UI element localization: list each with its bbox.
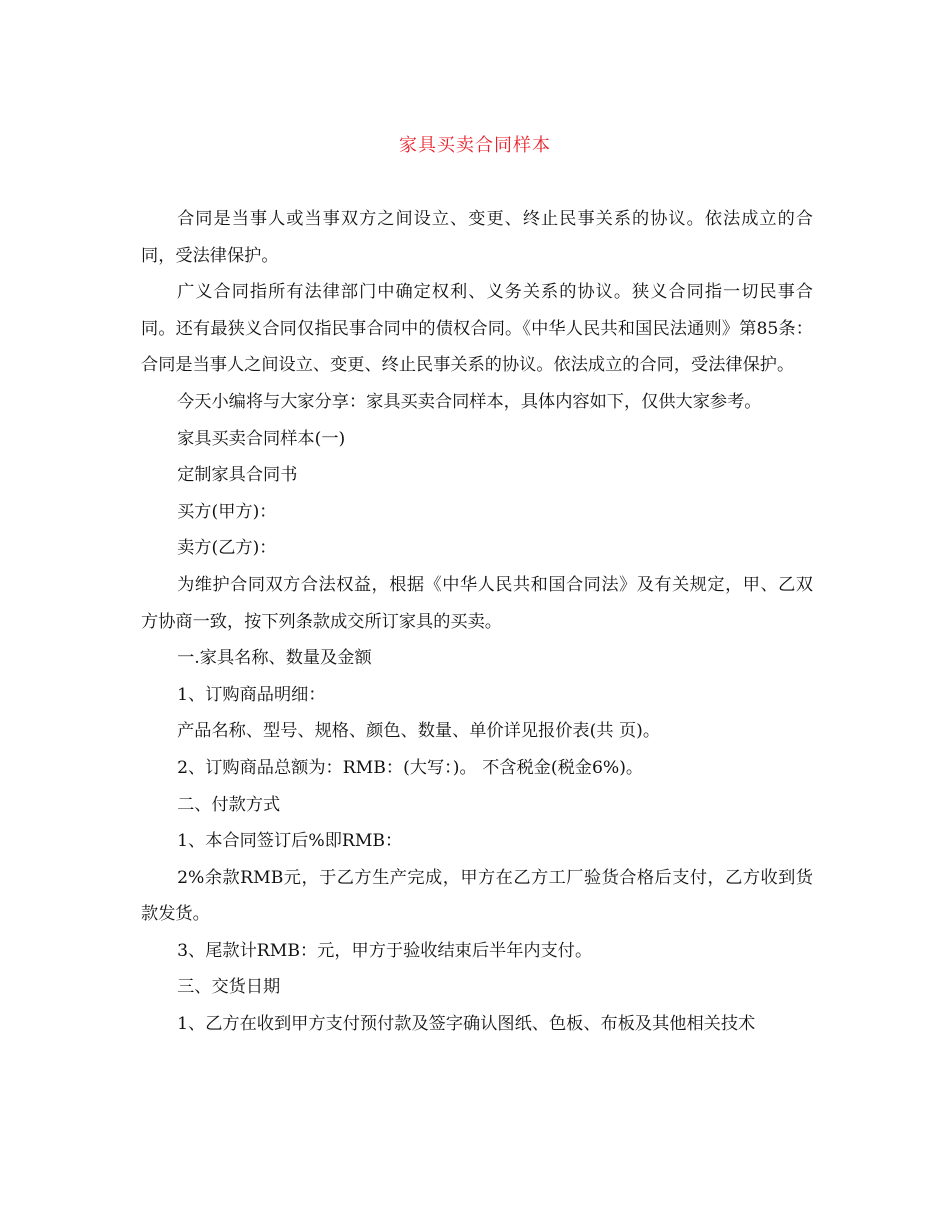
paragraph: 今天小编将与大家分享：家具买卖合同样本，具体内容如下，仅供大家参考。 <box>177 391 762 412</box>
section-heading: 三、交货日期 <box>177 977 281 998</box>
paragraph: 卖方(乙方)： <box>177 538 277 559</box>
paragraph: 为维护合同双方合法权益，根据《中华人民共和国合同法》及有关规定，甲、乙双方协商一致，按下列条款成交所订家具的买卖。 <box>141 574 813 632</box>
section-heading: 一.家具名称、数量及金额 <box>177 648 372 669</box>
paragraph: 2、订购商品总额为：RMB：(大写：)。 不含税金(税金6%)。 <box>177 757 644 778</box>
paragraph: 买方(甲方)： <box>177 501 277 522</box>
paragraph: 产品名称、型号、规格、颜色、数量、单价详见报价表(共 页)。 <box>177 721 661 742</box>
paragraph: 定制家具合同书 <box>177 465 298 486</box>
paragraph: 家具买卖合同样本(一) <box>177 428 346 449</box>
paragraph: 1、乙方在收到甲方支付预付款及签字确认图纸、色板、布板及其他相关技术 <box>177 1014 756 1035</box>
document-title: 家具买卖合同样本 <box>399 135 551 156</box>
paragraph: 广义合同指所有法律部门中确定权利、义务关系的协议。狭义合同指一切民事合同。还有最狭义合同仅指民事合同中的债权合同。《中华人民共和国民法通则》第85条：合同是当事人之间设立、变更、终止民事关系的协议。依法成立的合同，受法律保护。 <box>141 282 813 376</box>
paragraph: 1、订购商品明细： <box>177 684 326 705</box>
paragraph: 3、尾款计RMB：元，甲方于验收结束后半年内支付。 <box>177 940 593 961</box>
paragraph: 合同是当事人或当事双方之间设立、变更、终止民事关系的协议。依法成立的合同，受法律保护。 <box>141 209 813 266</box>
paragraph: 1、本合同签订后%即RMB： <box>177 831 403 852</box>
paragraph: 2%余款RMB元，于乙方生产完成，甲方在乙方工厂验货合格后支付，乙方收到货款发货。 <box>141 867 813 925</box>
document-body <box>141 201 813 1043</box>
section-heading: 二、付款方式 <box>177 794 281 815</box>
